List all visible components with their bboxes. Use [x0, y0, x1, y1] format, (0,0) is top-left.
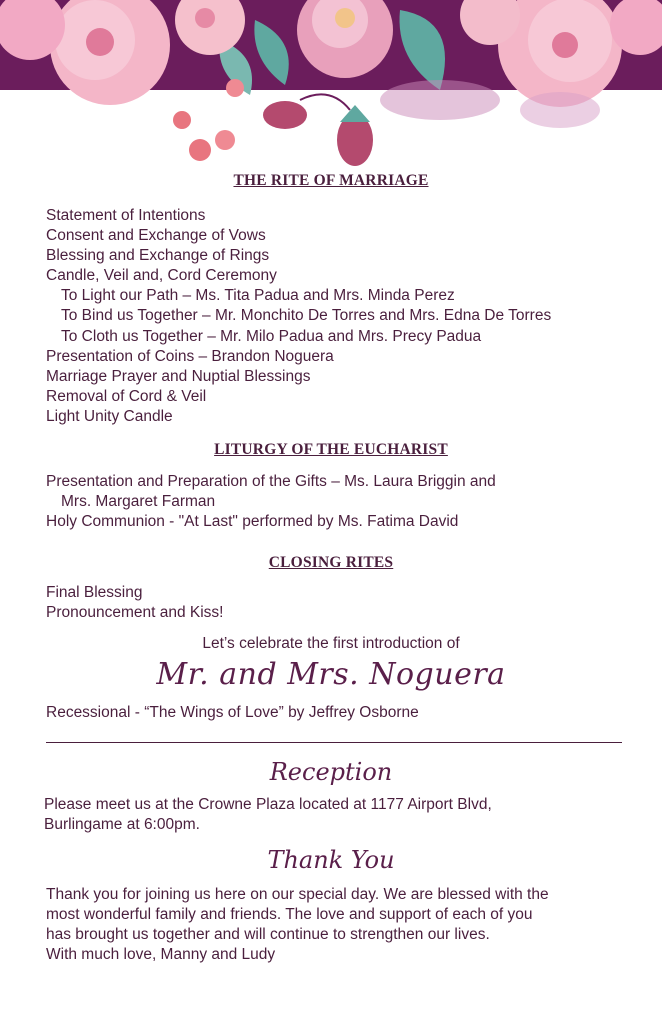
list-item: To Cloth us Together – Mr. Milo Padua and Mrs. Precy Padua: [61, 327, 482, 345]
reception-heading: Reception: [269, 758, 393, 786]
list-item: Removal of Cord & Veil: [46, 387, 207, 405]
floral-banner-icon: [0, 0, 662, 175]
list-item: Marriage Prayer and Nuptial Blessings: [46, 367, 311, 385]
couple-name: Mr. and Mrs. Noguera: [156, 657, 506, 692]
list-item: Statement of Intentions: [46, 207, 206, 224]
divider: [46, 742, 622, 743]
closing-rites-list: [46, 583, 224, 623]
list-item: Presentation of Coins – Brandon Noguera: [46, 347, 334, 365]
closing-rites-title: CLOSING RITES: [268, 554, 394, 571]
thank-you-line: Thank you for joining us here on our special day. We are blessed with the: [46, 886, 549, 903]
introduction-lead: Let’s celebrate the first introduction of: [202, 635, 460, 652]
reception-line: Burlingame at 6:00pm.: [44, 816, 200, 833]
recessional: Recessional - “The Wings of Love” by Jeffrey Osborne: [46, 704, 419, 721]
thank-you-text: [46, 885, 549, 965]
list-item: Final Blessing: [46, 584, 143, 601]
reception-line: Please meet us at the Crowne Plaza located at 1177 Airport Blvd,: [44, 796, 492, 813]
thank-you-line: most wonderful family and friends. The love and support of each of you: [46, 906, 533, 923]
list-item: To Light our Path – Ms. Tita Padua and Mrs. Minda Perez: [61, 287, 455, 305]
list-item: Consent and Exchange of Vows: [46, 227, 266, 245]
eucharist-list: [46, 472, 496, 532]
list-item: To Bind us Together – Mr. Monchito De Torres and Mrs. Edna De Torres: [61, 307, 552, 325]
eucharist-title: LITURGY OF THE EUCHARIST: [214, 441, 448, 458]
list-item: Candle, Veil and, Cord Ceremony: [46, 267, 277, 285]
reception-text: [44, 795, 492, 835]
floral-banner: [0, 0, 662, 175]
rite-of-marriage-list: [46, 206, 551, 427]
thank-you-line: With much love, Manny and Ludy: [46, 946, 276, 963]
rite-of-marriage-title: THE RITE OF MARRIAGE: [233, 172, 429, 189]
list-item: Presentation and Preparation of the Gifts – Ms. Laura Briggin and: [46, 473, 496, 490]
thank-you-line: has brought us together and will continue to strengthen our lives.: [46, 926, 490, 943]
list-item: Light Unity Candle: [46, 407, 173, 425]
list-item: Blessing and Exchange of Rings: [46, 247, 270, 265]
list-item: Mrs. Margaret Farman: [61, 493, 216, 511]
list-item: Pronouncement and Kiss!: [46, 604, 224, 622]
thank-you-heading: Thank You: [267, 846, 395, 874]
list-item: Holy Communion - "At Last" performed by Ms. Fatima David: [46, 513, 459, 531]
